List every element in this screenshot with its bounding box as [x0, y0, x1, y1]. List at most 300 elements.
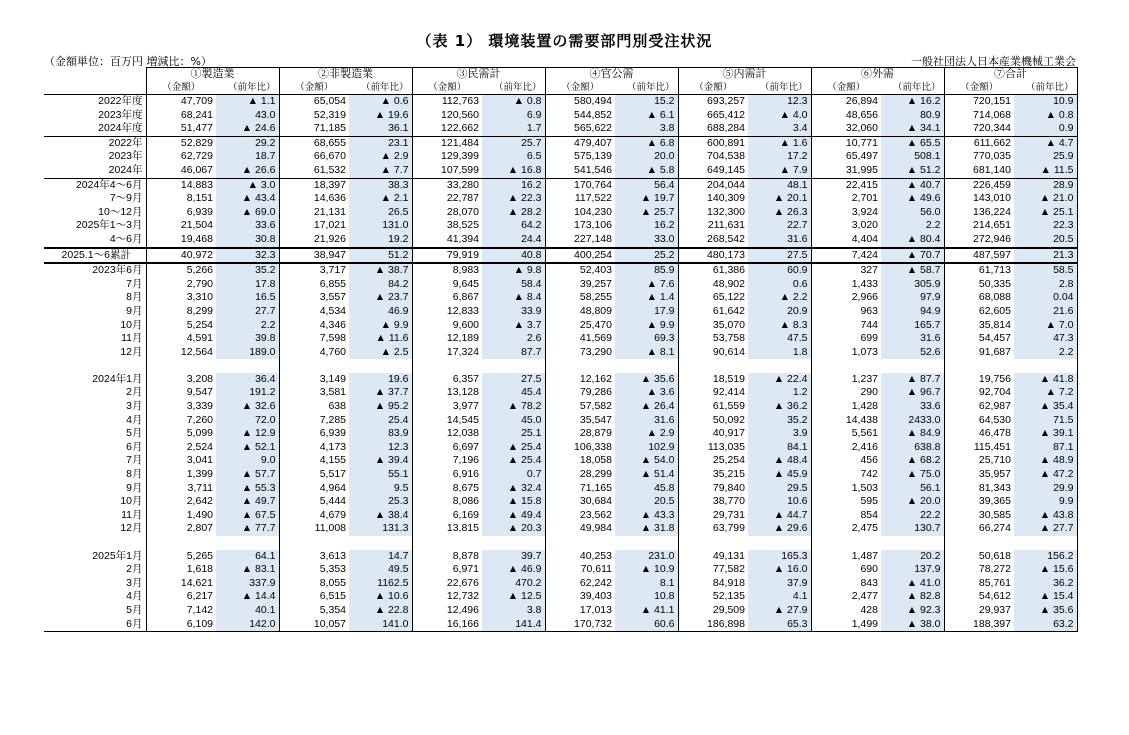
amount-cell: 41,394 — [412, 233, 482, 248]
ratio-subheader: （前年比） — [216, 81, 279, 95]
ratio-cell: 32.3 — [216, 248, 279, 264]
ratio-cell: 64.2 — [482, 219, 545, 233]
amount-cell: 32,060 — [811, 122, 881, 136]
ratio-cell: ▲ 39.4 — [349, 454, 412, 468]
ratio-cell: 85.9 — [615, 263, 678, 278]
ratio-cell: ▲ 3.6 — [615, 386, 678, 400]
amount-cell: 41,569 — [545, 332, 615, 346]
amount-cell: 6,357 — [412, 373, 482, 387]
ratio-cell: ▲ 78.2 — [482, 400, 545, 414]
amount-cell: 1,237 — [811, 373, 881, 387]
ratio-cell: ▲ 2.5 — [349, 346, 412, 360]
amount-cell: 25,710 — [944, 454, 1014, 468]
table-row — [44, 278, 1077, 292]
ratio-cell: ▲ 57.7 — [216, 468, 279, 482]
ratio-cell: ▲ 25.7 — [615, 206, 678, 220]
row-label: 2月 — [126, 563, 143, 576]
row-label: 6月 — [44, 618, 146, 632]
ratio-cell: 28.9 — [1014, 178, 1077, 192]
ratio-cell: ▲ 21.0 — [1014, 192, 1077, 206]
ratio-cell: ▲ 35.4 — [1014, 400, 1077, 414]
amount-cell: 1,618 — [146, 563, 216, 577]
amount-cell: 61,713 — [944, 263, 1014, 278]
ratio-cell: 14.7 — [349, 550, 412, 564]
amount-cell: 62,242 — [545, 577, 615, 591]
ratio-cell: ▲ 35.6 — [615, 373, 678, 387]
ratio-cell: ▲ 1.4 — [615, 291, 678, 305]
amount-cell: 2,807 — [146, 522, 216, 536]
ratio-cell: 16.2 — [615, 219, 678, 233]
amount-cell: 665,412 — [678, 109, 748, 123]
row-label: 2025年1～3月 — [75, 219, 143, 232]
table-row — [44, 536, 1077, 550]
amount-cell: 106,338 — [545, 441, 615, 455]
table-row — [44, 305, 1077, 319]
ratio-cell: 31.6 — [615, 414, 678, 428]
amount-cell: 963 — [811, 305, 881, 319]
ratio-cell: 141.4 — [482, 618, 545, 632]
ratio-cell: 2433.0 — [881, 414, 944, 428]
amount-cell: 54,612 — [944, 590, 1014, 604]
amount-cell: 211,631 — [678, 219, 748, 233]
ratio-cell: ▲ 34.1 — [881, 122, 944, 136]
amount-cell: 9,645 — [412, 278, 482, 292]
amount-cell: 8,055 — [279, 577, 349, 591]
amount-cell: 14,636 — [279, 192, 349, 206]
amount-cell: 48,809 — [545, 305, 615, 319]
amount-cell: 70,611 — [545, 563, 615, 577]
ratio-cell: 56.0 — [881, 206, 944, 220]
amount-cell: 188,397 — [944, 618, 1014, 632]
ratio-cell: ▲ 45.9 — [748, 468, 811, 482]
ratio-cell: 60.6 — [615, 618, 678, 632]
amount-cell: 8,151 — [146, 192, 216, 206]
ratio-cell: 638.8 — [881, 441, 944, 455]
amount-cell: 17,021 — [279, 219, 349, 233]
amount-cell: 40,917 — [678, 427, 748, 441]
table-row — [44, 219, 1077, 233]
amount-cell: 122,662 — [412, 122, 482, 136]
column-header: ⑥外需 — [811, 68, 944, 82]
ratio-subheader: （前年比） — [748, 81, 811, 95]
ratio-cell: ▲ 51.4 — [615, 468, 678, 482]
ratio-cell: 31.6 — [748, 233, 811, 248]
row-label: 4月 — [126, 590, 143, 603]
ratio-cell: 17.8 — [216, 278, 279, 292]
amount-cell: 290 — [811, 386, 881, 400]
amount-cell: 39,257 — [545, 278, 615, 292]
amount-cell: 2,524 — [146, 441, 216, 455]
amount-cell: 3,613 — [279, 550, 349, 564]
ratio-cell: ▲ 20.3 — [482, 522, 545, 536]
amount-cell: 4,155 — [279, 454, 349, 468]
ratio-cell: 56.1 — [881, 482, 944, 496]
ratio-cell: ▲ 15.4 — [1014, 590, 1077, 604]
ratio-cell: 35.2 — [748, 414, 811, 428]
amount-subheader: （金額） — [545, 81, 615, 95]
ratio-cell: ▲ 49.7 — [216, 495, 279, 509]
ratio-cell: ▲ 6.1 — [615, 109, 678, 123]
amount-cell: 226,459 — [944, 178, 1014, 192]
ratio-cell: 45.0 — [482, 414, 545, 428]
amount-cell: 39,403 — [545, 590, 615, 604]
ratio-cell: 2.8 — [1014, 278, 1077, 292]
ratio-cell: ▲ 67.5 — [216, 509, 279, 523]
ratio-cell: 10.8 — [615, 590, 678, 604]
amount-cell: 49,131 — [678, 550, 748, 564]
ratio-cell: 0.04 — [1014, 291, 1077, 305]
amount-cell: 104,230 — [545, 206, 615, 220]
row-label: 6月 — [126, 440, 143, 453]
table-row — [44, 522, 1077, 536]
amount-subheader: （金額） — [412, 81, 482, 95]
ratio-cell: 21.3 — [1014, 248, 1077, 264]
ratio-cell: 43.0 — [216, 109, 279, 123]
ratio-cell: 141.0 — [349, 618, 412, 632]
amount-cell: 6,971 — [412, 563, 482, 577]
ratio-cell: 65.3 — [748, 618, 811, 632]
unit-note: （金額単位：百万円 増減比：%） — [44, 55, 212, 68]
ratio-subheader: （前年比） — [1014, 81, 1077, 95]
amount-cell: 6,916 — [412, 468, 482, 482]
amount-cell: 3,208 — [146, 373, 216, 387]
ratio-cell: ▲ 16.8 — [482, 164, 545, 178]
row-label: 2023年 — [108, 150, 143, 163]
ratio-cell: ▲ 82.8 — [881, 590, 944, 604]
amount-cell: 6,109 — [146, 618, 216, 632]
ratio-cell: 231.0 — [615, 550, 678, 564]
amount-cell: 61,532 — [279, 164, 349, 178]
ratio-cell: ▲ 7.6 — [615, 278, 678, 292]
amount-cell: 22,676 — [412, 577, 482, 591]
row-label: 7月 — [126, 454, 143, 467]
ratio-cell: ▲ 26.4 — [615, 400, 678, 414]
amount-cell: 7,424 — [811, 248, 881, 264]
ratio-cell: ▲ 20.1 — [748, 192, 811, 206]
table-row — [44, 233, 1077, 248]
amount-cell: 129,399 — [412, 150, 482, 164]
ratio-cell: ▲ 83.1 — [216, 563, 279, 577]
amount-cell: 8,983 — [412, 263, 482, 278]
amount-cell: 38,947 — [279, 248, 349, 264]
ratio-cell: ▲ 49.4 — [482, 509, 545, 523]
amount-cell: 6,867 — [412, 291, 482, 305]
ratio-cell: 22.3 — [1014, 219, 1077, 233]
amount-cell: 66,670 — [279, 150, 349, 164]
ratio-cell: 165.3 — [748, 550, 811, 564]
ratio-cell: ▲ 44.7 — [748, 509, 811, 523]
table-row — [44, 386, 1077, 400]
table-row — [44, 604, 1077, 618]
amount-cell: 71,165 — [545, 482, 615, 496]
ratio-cell: ▲ 55.3 — [216, 482, 279, 496]
ratio-cell: ▲ 8.4 — [482, 291, 545, 305]
table-row — [44, 346, 1077, 360]
amount-cell: 595 — [811, 495, 881, 509]
amount-cell: 112,763 — [412, 95, 482, 109]
ratio-cell: 23.1 — [349, 136, 412, 150]
table-row — [44, 577, 1077, 591]
row-label: 2月 — [126, 386, 143, 399]
amount-cell: 78,272 — [944, 563, 1014, 577]
amount-cell: 50,618 — [944, 550, 1014, 564]
ratio-cell: 20.0 — [615, 150, 678, 164]
amount-cell: 11,008 — [279, 522, 349, 536]
ratio-cell: ▲ 15.6 — [1014, 563, 1077, 577]
amount-cell: 3,977 — [412, 400, 482, 414]
amount-cell: 35,957 — [944, 468, 1014, 482]
table-row — [44, 482, 1077, 496]
amount-cell: 61,642 — [678, 305, 748, 319]
ratio-cell: 26.5 — [349, 206, 412, 220]
ratio-cell: ▲ 38.7 — [349, 263, 412, 278]
amount-cell: 4,346 — [279, 319, 349, 333]
table-row — [44, 590, 1077, 604]
table-row — [44, 164, 1077, 178]
amount-cell: 327 — [811, 263, 881, 278]
table-row — [44, 150, 1077, 164]
ratio-cell: ▲ 41.8 — [1014, 373, 1077, 387]
column-header: ②非製造業 — [279, 68, 412, 82]
ratio-cell: ▲ 27.7 — [1014, 522, 1077, 536]
row-label: 5月 — [126, 427, 143, 440]
amount-cell: 62,605 — [944, 305, 1014, 319]
table-row — [44, 122, 1077, 136]
amount-cell: 71,185 — [279, 122, 349, 136]
amount-cell: 7,196 — [412, 454, 482, 468]
ratio-cell: ▲ 54.0 — [615, 454, 678, 468]
amount-cell: 400,254 — [545, 248, 615, 264]
amount-cell: 18,519 — [678, 373, 748, 387]
amount-cell: 8,878 — [412, 550, 482, 564]
ratio-cell: ▲ 27.9 — [748, 604, 811, 618]
amount-cell: 693,257 — [678, 95, 748, 109]
amount-cell: 39,365 — [944, 495, 1014, 509]
ratio-cell: 17.2 — [748, 150, 811, 164]
amount-cell: 3,020 — [811, 219, 881, 233]
ratio-cell: 3.4 — [748, 122, 811, 136]
amount-cell: 170,732 — [545, 618, 615, 632]
amount-cell: 843 — [811, 577, 881, 591]
amount-cell: 5,254 — [146, 319, 216, 333]
ratio-cell: ▲ 26.3 — [748, 206, 811, 220]
ratio-cell: ▲ 80.4 — [881, 233, 944, 248]
ratio-cell: 1162.5 — [349, 577, 412, 591]
amount-cell: 46,067 — [146, 164, 216, 178]
ratio-cell: 25.2 — [615, 248, 678, 264]
ratio-cell: 142.0 — [216, 618, 279, 632]
ratio-cell: 38.3 — [349, 178, 412, 192]
amount-cell: 52,135 — [678, 590, 748, 604]
ratio-cell: ▲ 41.1 — [615, 604, 678, 618]
amount-cell: 4,591 — [146, 332, 216, 346]
amount-cell: 62,987 — [944, 400, 1014, 414]
amount-cell: 1,487 — [811, 550, 881, 564]
amount-cell: 4,173 — [279, 441, 349, 455]
amount-cell: 428 — [811, 604, 881, 618]
row-label: 7～9月 — [109, 192, 143, 205]
ratio-cell: ▲ 84.9 — [881, 427, 944, 441]
ratio-cell: 22.2 — [881, 509, 944, 523]
ratio-cell: 16.2 — [482, 178, 545, 192]
amount-cell: 272,946 — [944, 233, 1014, 248]
ratio-cell: 20.5 — [615, 495, 678, 509]
ratio-cell: 56.4 — [615, 178, 678, 192]
amount-cell: 7,598 — [279, 332, 349, 346]
amount-cell: 6,939 — [279, 427, 349, 441]
amount-cell: 90,614 — [678, 346, 748, 360]
amount-cell: 3,041 — [146, 454, 216, 468]
amount-cell: 16,166 — [412, 618, 482, 632]
ratio-cell: ▲ 41.0 — [881, 577, 944, 591]
ratio-cell: 15.2 — [615, 95, 678, 109]
row-label: 4～6月 — [109, 232, 143, 245]
ratio-cell: ▲ 37.7 — [349, 386, 412, 400]
amount-cell: 29,731 — [678, 509, 748, 523]
ratio-cell: 27.5 — [748, 248, 811, 264]
table-row — [44, 373, 1077, 387]
amount-cell: 18,397 — [279, 178, 349, 192]
amount-cell: 84,918 — [678, 577, 748, 591]
amount-cell: 720,344 — [944, 122, 1014, 136]
row-label: 2025年1月 — [92, 549, 143, 562]
row-label: 3月 — [126, 576, 143, 589]
row-label: 11月 — [121, 508, 143, 521]
amount-cell: 8,086 — [412, 495, 482, 509]
ratio-cell: 21.6 — [1014, 305, 1077, 319]
amount-cell: 1,073 — [811, 346, 881, 360]
ratio-cell: 10.9 — [1014, 95, 1077, 109]
row-label: 2025.1～6累計 — [44, 248, 146, 264]
ratio-cell: 63.2 — [1014, 618, 1077, 632]
ratio-cell: 39.8 — [216, 332, 279, 346]
ratio-cell: ▲ 7.9 — [748, 164, 811, 178]
amount-subheader: （金額） — [146, 81, 216, 95]
amount-cell: 13,128 — [412, 386, 482, 400]
amount-cell: 720,151 — [944, 95, 1014, 109]
ratio-cell: ▲ 26.6 — [216, 164, 279, 178]
ratio-cell: ▲ 43.8 — [1014, 509, 1077, 523]
ratio-cell: 20.2 — [881, 550, 944, 564]
amount-cell: 742 — [811, 468, 881, 482]
ratio-cell: ▲ 8.3 — [748, 319, 811, 333]
ratio-cell: ▲ 2.1 — [349, 192, 412, 206]
amount-cell: 173,106 — [545, 219, 615, 233]
amount-cell: 12,038 — [412, 427, 482, 441]
amount-cell: 204,044 — [678, 178, 748, 192]
amount-cell: 268,542 — [678, 233, 748, 248]
ratio-cell: ▲ 12.5 — [482, 590, 545, 604]
ratio-cell: ▲ 77.7 — [216, 522, 279, 536]
ratio-cell: ▲ 38.0 — [881, 618, 944, 632]
amount-cell: 50,335 — [944, 278, 1014, 292]
ratio-cell: 9.9 — [1014, 495, 1077, 509]
ratio-cell: 49.5 — [349, 563, 412, 577]
ratio-cell: ▲ 9.9 — [615, 319, 678, 333]
table-row — [44, 495, 1077, 509]
amount-cell: 456 — [811, 454, 881, 468]
amount-cell: 6,855 — [279, 278, 349, 292]
amount-cell: 140,309 — [678, 192, 748, 206]
table-row — [44, 178, 1077, 192]
amount-cell: 58,255 — [545, 291, 615, 305]
ratio-cell: 84.2 — [349, 278, 412, 292]
ratio-cell: 36.2 — [1014, 577, 1077, 591]
ratio-cell: 45.4 — [482, 386, 545, 400]
table-row — [44, 454, 1077, 468]
amount-cell: 29,937 — [944, 604, 1014, 618]
amount-cell: 35,070 — [678, 319, 748, 333]
amount-cell: 79,840 — [678, 482, 748, 496]
column-header: ③民需計 — [412, 68, 545, 82]
ratio-cell: ▲ 1.1 — [216, 95, 279, 109]
ratio-cell: 508.1 — [881, 150, 944, 164]
ratio-cell: 31.6 — [881, 332, 944, 346]
amount-cell: 3,339 — [146, 400, 216, 414]
amount-cell: 73,290 — [545, 346, 615, 360]
amount-cell: 143,010 — [944, 192, 1014, 206]
amount-subheader: （金額） — [811, 81, 881, 95]
ratio-cell: 33.9 — [482, 305, 545, 319]
amount-cell: 23,562 — [545, 509, 615, 523]
ratio-cell: 51.2 — [349, 248, 412, 264]
ratio-cell: ▲ 11.5 — [1014, 164, 1077, 178]
ratio-cell: ▲ 0.8 — [1014, 109, 1077, 123]
ratio-cell: 94.9 — [881, 305, 944, 319]
row-label: 2022年 — [44, 136, 146, 150]
ratio-cell: ▲ 35.6 — [1014, 604, 1077, 618]
ratio-cell: 27.7 — [216, 305, 279, 319]
ratio-cell: ▲ 51.2 — [881, 164, 944, 178]
amount-cell: 29,509 — [678, 604, 748, 618]
amount-cell: 3,711 — [146, 482, 216, 496]
ratio-cell: 72.0 — [216, 414, 279, 428]
ratio-cell: ▲ 68.2 — [881, 454, 944, 468]
amount-cell: 115,451 — [944, 441, 1014, 455]
amount-cell: 487,597 — [944, 248, 1014, 264]
ratio-cell: ▲ 14.4 — [216, 590, 279, 604]
ratio-cell: 131.0 — [349, 219, 412, 233]
amount-cell: 48,656 — [811, 109, 881, 123]
amount-cell: 5,354 — [279, 604, 349, 618]
ratio-cell: 2.2 — [881, 219, 944, 233]
amount-cell: 4,534 — [279, 305, 349, 319]
ratio-cell: 33.6 — [216, 219, 279, 233]
ratio-cell: 102.9 — [615, 441, 678, 455]
amount-cell: 6,939 — [146, 206, 216, 220]
row-label: 5月 — [126, 603, 143, 616]
amount-cell: 117,522 — [545, 192, 615, 206]
ratio-cell: ▲ 4.7 — [1014, 136, 1077, 150]
amount-cell: 57,582 — [545, 400, 615, 414]
amount-cell: 22,415 — [811, 178, 881, 192]
amount-cell: 681,140 — [944, 164, 1014, 178]
ratio-cell: 12.3 — [349, 441, 412, 455]
ratio-cell: 1.8 — [748, 346, 811, 360]
ratio-cell: 52.6 — [881, 346, 944, 360]
ratio-cell: 19.2 — [349, 233, 412, 248]
ratio-cell: ▲ 22.3 — [482, 192, 545, 206]
amount-cell: 6,697 — [412, 441, 482, 455]
amount-cell: 6,169 — [412, 509, 482, 523]
row-label: 2024年 — [108, 163, 143, 176]
amount-cell: 3,581 — [279, 386, 349, 400]
amount-cell: 14,883 — [146, 178, 216, 192]
ratio-cell: 30.8 — [216, 233, 279, 248]
table-row — [44, 291, 1077, 305]
table-row — [44, 332, 1077, 346]
amount-cell: 5,265 — [146, 550, 216, 564]
